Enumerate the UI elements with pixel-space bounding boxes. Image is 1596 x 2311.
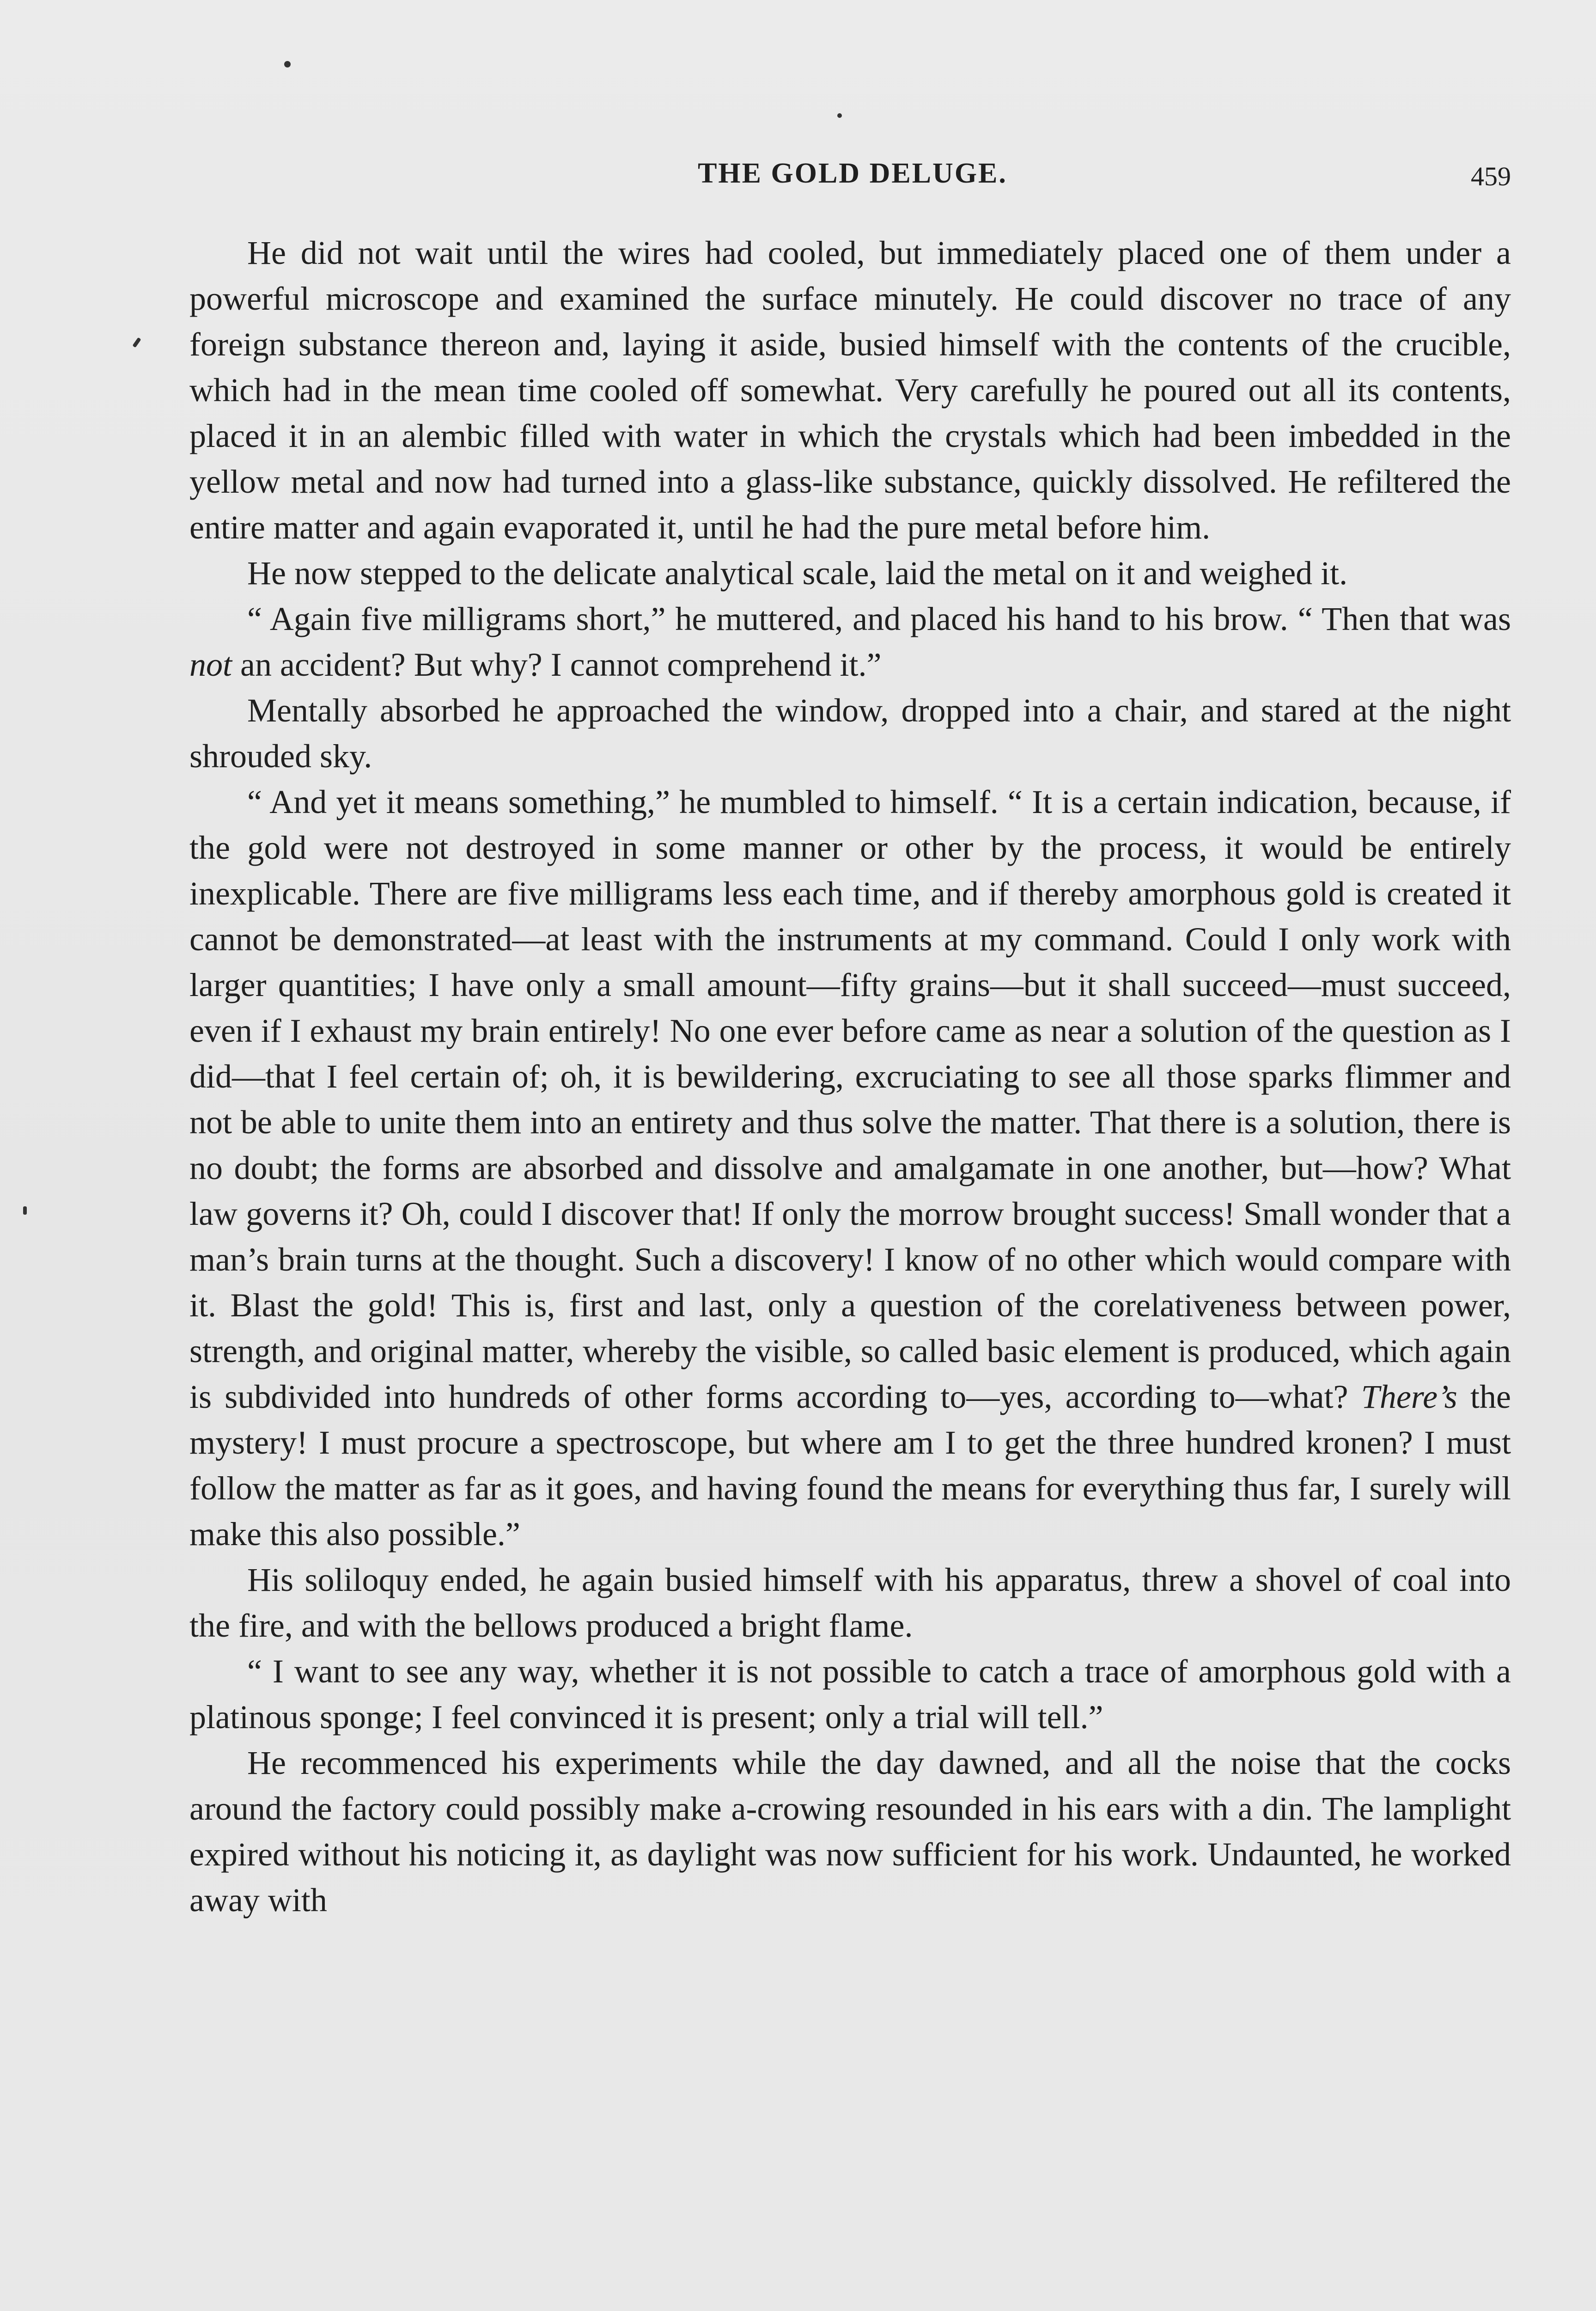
paragraph (189, 1740, 1511, 1923)
paragraph (189, 1649, 1511, 1740)
ink-speck (132, 337, 141, 348)
text-run: Mentally absorbed he approached the window, dropped into a chair, and stared at the night shrouded sky. (189, 692, 1511, 775)
running-title: THE GOLD DELUGE. (698, 158, 1007, 189)
text-run: “ I want to see any way, whether it is not possible to catch a trace of amorphous gold with a platinous sponge; I feel convinced it is present; only a trial will tell.” (189, 1653, 1511, 1736)
text-run: He recommenced his experiments while the day dawned, and all the noise that the cocks around the factory could possibly make a-crowing resounded in his ears with a din. The lamplight expired without his noticing it, as daylight was now sufficient for his work. Undaunted, he worked away with (189, 1744, 1511, 1919)
ink-speck (23, 1206, 27, 1215)
paragraph (189, 1557, 1511, 1649)
italic-text: not (189, 646, 232, 683)
text-run: He did not wait until the wires had cooled, but immediately placed one of them under a powerful microscope and examined the surface minutely. He could discover no trace of any foreign substance thereon and, laying it aside, busied himself with the contents of the crucible, which had in the mean time cooled off somewhat. Very carefully he poured out all its contents, placed it in an alembic filled with water in which the crystals which had been imbedded in the yellow metal and now had turned into a glass-like substance, quickly dissolved. He refiltered the entire matter and again evaporated it, until he had the pure metal before him. (189, 234, 1511, 546)
text-run: “ Again five milligrams short,” he muttered, and placed his hand to his brow. “ Then that was (247, 600, 1511, 637)
page-number: 459 (1471, 161, 1511, 191)
paragraph (189, 550, 1511, 596)
paragraph (189, 596, 1511, 688)
italic-text: There’s (1361, 1378, 1457, 1415)
text-run: “ And yet it means something,” he mumbled to himself. “ It is a certain indication, because, if the gold were not destroyed in some manner or other by the process, it would be entirely inexplicable. There are five milligrams less each time, and if thereby amorphous gold is created it cannot be demonstrated—at least with the instruments at my command. Could I only work with larger quantities; I have only a small amount—fifty grains—but it shall succeed—must succeed, even if I exhaust my brain entirely! No one ever before came as near a solution of the question as I did—that I feel certain of; oh, it is bewildering, excruciating to see all those sparks flimmer and not be able to unite them into an entirety and thus solve the matter. That there is a solution, there is no doubt; the forms are absorbed and dissolve and amalgamate in one another, but—how? What law governs it? Oh, could I discover that! If only the morrow brought success! Small wonder that a man’s brain turns at the thought. Such a discovery! I know of no other which would compare with it. Blast the gold! This is, first and last, only a question of the corelativeness between power, strength, and original matter, whereby the visible, so called basic element is produced, which again is subdivided into hundreds of other forms according to—yes, according to—what? (189, 783, 1511, 1415)
paragraph (189, 688, 1511, 779)
ink-speck (284, 61, 291, 67)
page-header (194, 157, 1511, 199)
body-text (189, 230, 1511, 1923)
text-run: an accident? But why? I cannot comprehend it.” (232, 646, 882, 683)
text-run: the mystery! I must procure a spectroscope, but where am I to get the three hundred kronen? I must follow the matter as far as it goes, and having found the means for everything thus far, I surely will make this also possible.” (189, 1378, 1511, 1553)
ink-speck (837, 113, 842, 118)
paragraph (189, 230, 1511, 550)
text-run: His soliloquy ended, he again busied himself with his apparatus, threw a shovel of coal into the fire, and with the bellows produced a bright flame. (189, 1561, 1511, 1644)
paragraph (189, 779, 1511, 1557)
text-run: He now stepped to the delicate analytical scale, laid the metal on it and weighed it. (247, 555, 1348, 592)
